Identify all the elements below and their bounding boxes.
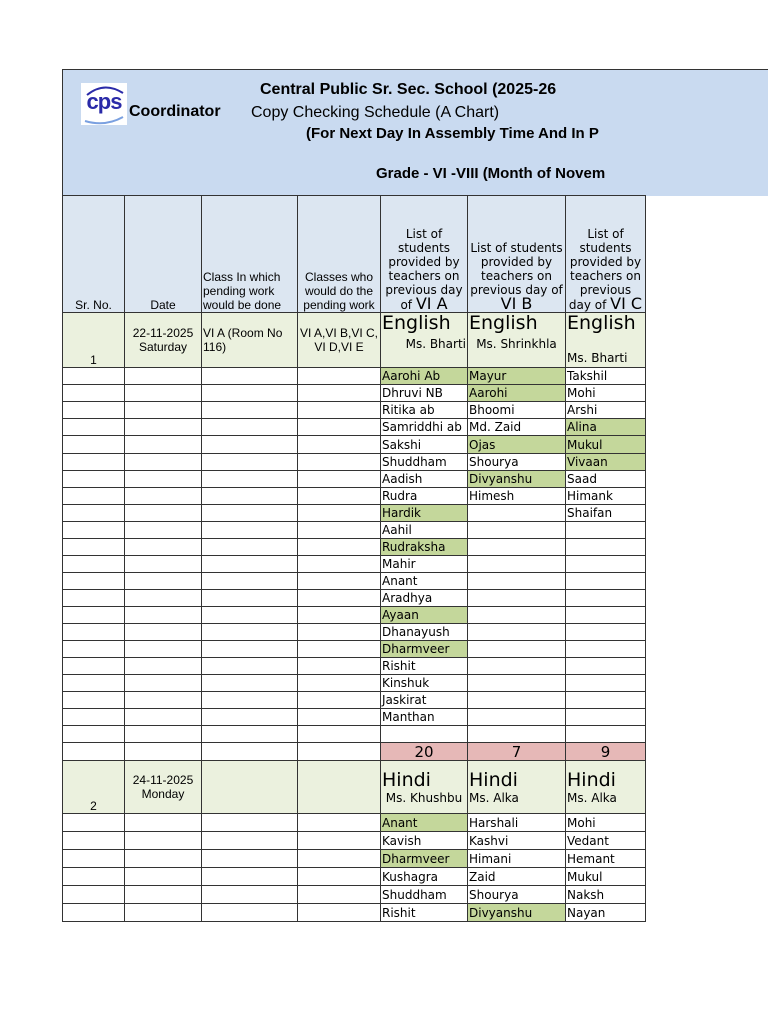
empty-cell <box>125 832 202 850</box>
student-name-cell: Hemant <box>566 850 646 868</box>
empty-cell <box>298 607 381 624</box>
sheet-header <box>62 69 768 196</box>
student-name-cell: Aahil <box>381 522 468 539</box>
student-name-cell: Samriddhi ab <box>381 419 468 436</box>
col-list-vi-c: List of students provided by teachers on previous day of VI C <box>566 196 646 313</box>
student-name-cell: Md. Zaid <box>468 419 566 436</box>
empty-cell <box>125 675 202 692</box>
student-name-cell: Ritika ab <box>381 402 468 419</box>
student-name-cell <box>468 556 566 573</box>
empty-cell <box>298 488 381 505</box>
student-name-cell: Anant <box>381 814 468 832</box>
student-name-cell: Bhoomi <box>468 402 566 419</box>
student-name-cell <box>468 607 566 624</box>
empty-cell <box>125 709 202 726</box>
student-name-cell <box>468 726 566 743</box>
empty-cell <box>63 658 125 675</box>
empty-cell <box>63 641 125 658</box>
student-row <box>63 454 646 471</box>
student-row <box>63 419 646 436</box>
empty-cell <box>63 868 125 886</box>
column-header-row <box>63 196 646 313</box>
empty-cell <box>202 454 298 471</box>
student-row <box>63 607 646 624</box>
empty-cell <box>63 454 125 471</box>
student-name-cell: Shuddham <box>381 454 468 471</box>
student-row <box>63 522 646 539</box>
student-name-cell: Aarohi <box>468 385 566 402</box>
student-name-cell <box>566 709 646 726</box>
grade-title: Grade - VI -VIII (Month of Novem <box>376 165 606 182</box>
empty-cell <box>202 556 298 573</box>
empty-cell <box>63 832 125 850</box>
empty-cell <box>125 471 202 488</box>
student-row <box>63 904 646 922</box>
student-name-cell: Aradhya <box>381 590 468 607</box>
group-1-subject-vi-b: English Ms. Shrinkhla <box>468 313 566 368</box>
group-1-class-room: VI A (Room No 116) <box>202 313 298 368</box>
student-row <box>63 385 646 402</box>
student-name-cell: Rudra <box>381 488 468 505</box>
empty-cell <box>63 692 125 709</box>
student-row <box>63 368 646 385</box>
empty-cell <box>298 658 381 675</box>
student-name-cell: Rudraksha <box>381 539 468 556</box>
col-class-pending: Class In which pending work would be done <box>202 196 298 313</box>
empty-cell <box>125 904 202 922</box>
student-name-cell: Mukul <box>566 436 646 454</box>
student-row <box>63 402 646 419</box>
empty-cell <box>202 641 298 658</box>
student-name-cell: Mahir <box>381 556 468 573</box>
empty-cell <box>298 709 381 726</box>
empty-cell <box>63 886 125 904</box>
empty-cell <box>298 522 381 539</box>
empty-cell <box>63 743 125 761</box>
empty-cell <box>63 368 125 385</box>
student-name-cell: Dharmveer <box>381 850 468 868</box>
empty-cell <box>202 709 298 726</box>
coordinator-label: Coordinator <box>129 103 221 120</box>
student-name-cell: Dhruvi NB <box>381 385 468 402</box>
student-name-cell: Takshil <box>566 368 646 385</box>
group-1-classes: VI A,VI B,VI C, VI D,VI E <box>298 313 381 368</box>
student-name-cell: Harshali <box>468 814 566 832</box>
student-name-cell: Himani <box>468 850 566 868</box>
group-1-subject-row <box>63 313 646 368</box>
group-2-date: 24-11-2025 Monday <box>125 761 202 814</box>
empty-cell <box>63 850 125 868</box>
empty-cell <box>125 385 202 402</box>
student-name-cell: Ayaan <box>381 607 468 624</box>
empty-cell <box>63 709 125 726</box>
student-row <box>63 641 646 658</box>
student-name-cell: Divyanshu <box>468 471 566 488</box>
empty-cell <box>202 368 298 385</box>
col-date: Date <box>125 196 202 313</box>
empty-cell <box>63 573 125 590</box>
student-name-cell: Vedant <box>566 832 646 850</box>
empty-cell <box>298 454 381 471</box>
student-name-cell <box>468 692 566 709</box>
empty-cell <box>298 402 381 419</box>
empty-cell <box>298 814 381 832</box>
empty-cell <box>298 368 381 385</box>
empty-cell <box>202 471 298 488</box>
student-name-cell: Saad <box>566 471 646 488</box>
empty-cell <box>125 692 202 709</box>
student-name-cell <box>566 658 646 675</box>
student-name-cell: Shuddham <box>381 886 468 904</box>
empty-cell <box>63 539 125 556</box>
student-name-cell <box>468 709 566 726</box>
empty-cell <box>202 886 298 904</box>
empty-cell <box>63 488 125 505</box>
school-title: Central Public Sr. Sec. School (2025-26 <box>260 81 557 98</box>
student-name-cell <box>566 522 646 539</box>
empty-cell <box>298 556 381 573</box>
student-name-cell <box>468 624 566 641</box>
student-row <box>63 814 646 832</box>
empty-cell <box>298 505 381 522</box>
student-name-cell <box>468 658 566 675</box>
empty-cell <box>298 436 381 454</box>
schedule-table <box>62 195 646 922</box>
student-name-cell <box>566 726 646 743</box>
empty-cell <box>202 607 298 624</box>
student-name-cell: Aadish <box>381 471 468 488</box>
empty-cell <box>125 590 202 607</box>
empty-cell <box>63 385 125 402</box>
empty-cell <box>63 436 125 454</box>
empty-cell <box>202 658 298 675</box>
student-row <box>63 436 646 454</box>
student-name-cell: Rishit <box>381 658 468 675</box>
student-name-cell <box>381 726 468 743</box>
empty-cell <box>202 850 298 868</box>
student-name-cell <box>566 692 646 709</box>
empty-cell <box>202 692 298 709</box>
empty-cell <box>125 488 202 505</box>
empty-cell <box>125 607 202 624</box>
student-count-cell: 9 <box>566 743 646 761</box>
group-2-subject-vi-b: Hindi Ms. Alka <box>468 761 566 814</box>
logo-text: cps <box>86 89 122 114</box>
student-row <box>63 692 646 709</box>
group-1-subject-vi-c: English Ms. Bharti <box>566 313 646 368</box>
empty-cell <box>298 624 381 641</box>
student-name-cell: Arshi <box>566 402 646 419</box>
student-name-cell: Himank <box>566 488 646 505</box>
student-name-cell <box>468 590 566 607</box>
empty-cell <box>125 402 202 419</box>
empty-cell <box>298 419 381 436</box>
empty-cell <box>63 726 125 743</box>
student-name-cell: Kushagra <box>381 868 468 886</box>
empty-cell <box>298 743 381 761</box>
student-row <box>63 539 646 556</box>
empty-cell <box>202 402 298 419</box>
school-logo <box>81 83 127 125</box>
empty-cell <box>125 368 202 385</box>
student-name-cell <box>566 573 646 590</box>
empty-cell <box>298 385 381 402</box>
student-name-cell: Alina <box>566 419 646 436</box>
student-name-cell: Kashvi <box>468 832 566 850</box>
group-1-subject-vi-a: English Ms. Bharti <box>381 313 468 368</box>
empty-cell <box>202 419 298 436</box>
student-name-cell: Rishit <box>381 904 468 922</box>
col-classes-who: Classes who would do the pending work <box>298 196 381 313</box>
group-2-subject-vi-c: Hindi Ms. Alka <box>566 761 646 814</box>
student-name-cell: Mukul <box>566 868 646 886</box>
student-row <box>63 868 646 886</box>
student-row <box>63 624 646 641</box>
empty-cell <box>125 436 202 454</box>
empty-cell <box>202 904 298 922</box>
student-name-cell: Ojas <box>468 436 566 454</box>
empty-cell <box>125 624 202 641</box>
count-row <box>63 743 646 761</box>
student-row <box>63 850 646 868</box>
student-name-cell <box>566 624 646 641</box>
student-name-cell: Shourya <box>468 886 566 904</box>
student-name-cell: Aarohi Ab <box>381 368 468 385</box>
student-name-cell: Jaskirat <box>381 692 468 709</box>
student-name-cell: Zaid <box>468 868 566 886</box>
student-name-cell: Divyanshu <box>468 904 566 922</box>
empty-cell <box>202 814 298 832</box>
empty-cell <box>298 886 381 904</box>
empty-cell <box>125 419 202 436</box>
student-name-cell <box>468 505 566 522</box>
empty-cell <box>125 743 202 761</box>
empty-cell <box>63 814 125 832</box>
student-row <box>63 726 646 743</box>
empty-cell <box>125 573 202 590</box>
empty-cell <box>125 814 202 832</box>
empty-cell <box>125 522 202 539</box>
student-name-cell: Shaifan <box>566 505 646 522</box>
student-count-cell: 7 <box>468 743 566 761</box>
empty-cell <box>202 573 298 590</box>
empty-cell <box>202 488 298 505</box>
student-row <box>63 556 646 573</box>
student-name-cell <box>566 641 646 658</box>
student-name-cell: Dhanayush <box>381 624 468 641</box>
empty-cell <box>298 539 381 556</box>
empty-cell <box>125 556 202 573</box>
student-name-cell <box>468 573 566 590</box>
student-name-cell <box>566 539 646 556</box>
empty-cell <box>125 539 202 556</box>
empty-cell <box>125 505 202 522</box>
empty-cell <box>63 590 125 607</box>
student-name-cell: Shourya <box>468 454 566 471</box>
empty-cell <box>63 556 125 573</box>
empty-cell <box>202 743 298 761</box>
empty-cell <box>298 904 381 922</box>
empty-cell <box>63 419 125 436</box>
empty-cell <box>202 590 298 607</box>
student-row <box>63 709 646 726</box>
student-row <box>63 471 646 488</box>
empty-cell <box>125 641 202 658</box>
group-1-date: 22-11-2025 Saturday <box>125 313 202 368</box>
empty-cell <box>63 904 125 922</box>
student-name-cell: Dharmveer <box>381 641 468 658</box>
empty-cell <box>125 726 202 743</box>
student-row <box>63 658 646 675</box>
empty-cell <box>298 641 381 658</box>
empty-cell <box>202 868 298 886</box>
empty-cell <box>63 471 125 488</box>
student-name-cell: Sakshi <box>381 436 468 454</box>
col-sr-no: Sr. No. <box>63 196 125 313</box>
empty-cell <box>298 590 381 607</box>
student-name-cell: Naksh <box>566 886 646 904</box>
empty-cell <box>298 573 381 590</box>
student-name-cell: Mohi <box>566 814 646 832</box>
student-name-cell <box>468 675 566 692</box>
empty-cell <box>202 675 298 692</box>
empty-cell <box>202 832 298 850</box>
student-name-cell <box>566 675 646 692</box>
empty-cell <box>125 850 202 868</box>
student-name-cell <box>566 556 646 573</box>
student-row <box>63 590 646 607</box>
student-name-cell: Kinshuk <box>381 675 468 692</box>
empty-cell <box>202 505 298 522</box>
empty-cell <box>125 658 202 675</box>
group-2-subject-row <box>63 761 646 814</box>
student-row <box>63 675 646 692</box>
empty-cell <box>63 505 125 522</box>
student-name-cell: Vivaan <box>566 454 646 471</box>
empty-cell <box>125 454 202 471</box>
empty-cell <box>125 886 202 904</box>
student-name-cell <box>566 607 646 624</box>
empty-cell <box>202 385 298 402</box>
empty-cell <box>202 436 298 454</box>
group-2-sr: 2 <box>63 761 125 814</box>
student-row <box>63 886 646 904</box>
group-2-class-room <box>202 761 298 814</box>
student-name-cell <box>468 539 566 556</box>
group-2-subject-vi-a: Hindi Ms. Khushbu <box>381 761 468 814</box>
empty-cell <box>202 726 298 743</box>
student-name-cell: Hardik <box>381 505 468 522</box>
group-2-classes <box>298 761 381 814</box>
empty-cell <box>298 868 381 886</box>
student-row <box>63 573 646 590</box>
empty-cell <box>298 471 381 488</box>
empty-cell <box>63 675 125 692</box>
empty-cell <box>202 522 298 539</box>
empty-cell <box>63 607 125 624</box>
student-name-cell: Nayan <box>566 904 646 922</box>
empty-cell <box>63 522 125 539</box>
student-row <box>63 488 646 505</box>
empty-cell <box>202 624 298 641</box>
student-row <box>63 832 646 850</box>
empty-cell <box>298 675 381 692</box>
student-name-cell <box>566 590 646 607</box>
empty-cell <box>298 850 381 868</box>
empty-cell <box>63 402 125 419</box>
student-name-cell: Mohi <box>566 385 646 402</box>
col-list-vi-b: List of students provided by teachers on previous day of VI B <box>468 196 566 313</box>
student-name-cell: Kavish <box>381 832 468 850</box>
student-name-cell: Mayur <box>468 368 566 385</box>
student-count-cell: 20 <box>381 743 468 761</box>
schedule-note: (For Next Day In Assembly Time And In P <box>306 125 599 142</box>
group-1-sr: 1 <box>63 313 125 368</box>
col-list-vi-a: List of students provided by teachers on previous day of VI A <box>381 196 468 313</box>
student-name-cell <box>468 522 566 539</box>
student-name-cell <box>468 641 566 658</box>
empty-cell <box>298 726 381 743</box>
student-name-cell: Manthan <box>381 709 468 726</box>
empty-cell <box>63 624 125 641</box>
empty-cell <box>202 539 298 556</box>
schedule-title: Copy Checking Schedule (A Chart) <box>251 104 500 121</box>
student-name-cell: Anant <box>381 573 468 590</box>
empty-cell <box>125 868 202 886</box>
student-row <box>63 505 646 522</box>
empty-cell <box>298 692 381 709</box>
student-name-cell: Himesh <box>468 488 566 505</box>
empty-cell <box>298 832 381 850</box>
